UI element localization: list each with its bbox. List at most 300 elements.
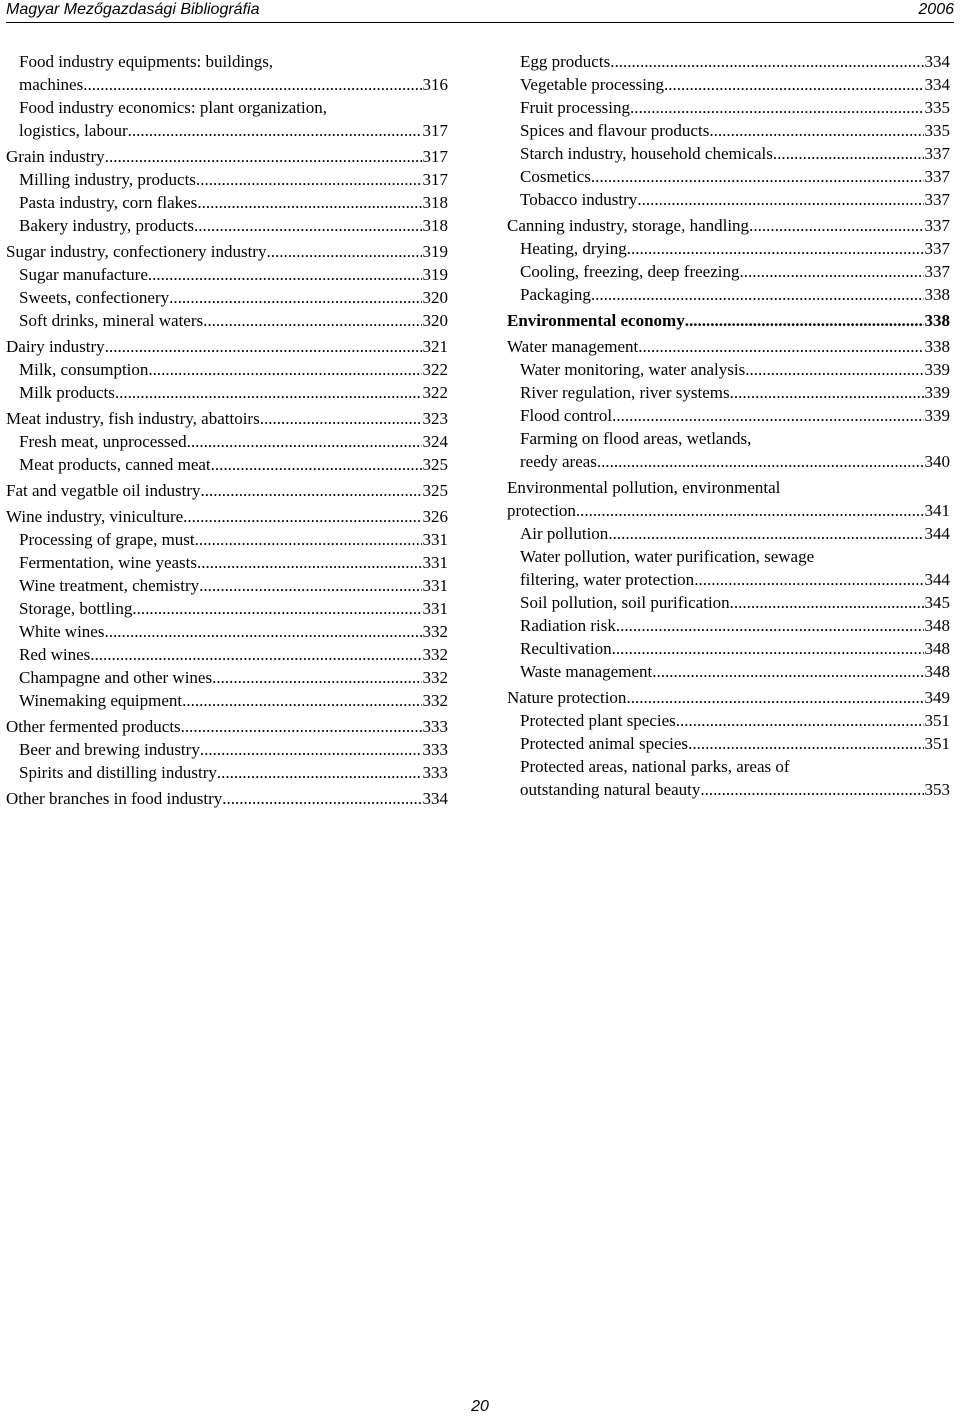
toc-page-number: 321 — [422, 337, 448, 356]
toc-entry-row — [19, 191, 448, 214]
toc-entry-row — [520, 119, 950, 142]
dot-leader — [652, 660, 923, 683]
toc-entry-row — [19, 73, 448, 96]
dot-leader — [183, 505, 421, 528]
toc-entry-row — [19, 738, 448, 761]
toc-page-number: 317 — [422, 121, 448, 140]
toc-entry — [507, 660, 950, 683]
toc-page-number: 331 — [422, 530, 448, 549]
dot-leader — [169, 286, 421, 309]
toc-entry — [6, 574, 448, 597]
toc-entry-title: Beer and brewing industry — [19, 740, 200, 759]
dot-leader — [260, 407, 422, 430]
toc-entry-title: Spices and flavour products — [520, 121, 710, 140]
dot-leader — [612, 404, 923, 427]
toc-page-number: 353 — [924, 780, 950, 799]
toc-entry-title: River regulation, river systems — [520, 383, 730, 402]
toc-page-number: 331 — [422, 553, 448, 572]
dot-leader — [749, 214, 923, 237]
toc-entry-title: Starch industry, household chemicals — [520, 144, 773, 163]
toc-entry-title: Sweets, confectionery — [19, 288, 170, 307]
toc-entry-row — [19, 358, 448, 381]
toc-entry — [507, 335, 950, 358]
toc-page-number: 337 — [924, 167, 950, 186]
toc-entry-title: Water management — [507, 337, 639, 356]
dot-leader — [676, 709, 924, 732]
toc-entry-row — [520, 381, 950, 404]
toc-page-number: 332 — [422, 622, 448, 641]
dot-leader — [187, 430, 422, 453]
toc-entry-row — [19, 263, 448, 286]
dot-leader — [591, 283, 924, 306]
toc-entry-row — [19, 689, 448, 712]
dot-leader — [105, 335, 422, 358]
toc-entry-title: Pasta industry, corn flakes — [19, 193, 198, 212]
toc-page-number: 340 — [924, 452, 950, 471]
toc-page-number: 334 — [422, 789, 448, 808]
toc-entry — [507, 73, 950, 96]
toc-entry-title: Waste management — [520, 662, 653, 681]
toc-entry — [6, 309, 448, 332]
toc-entry-row — [520, 709, 950, 732]
toc-entry — [507, 614, 950, 637]
toc-entry — [507, 686, 950, 709]
toc-page-number: 332 — [422, 645, 448, 664]
toc-entry-row — [19, 381, 448, 404]
dot-leader — [201, 479, 422, 502]
toc-entry — [507, 165, 950, 188]
toc-entry — [507, 309, 950, 332]
toc-page-number: 351 — [924, 734, 950, 753]
toc-page-number: 335 — [924, 98, 950, 117]
toc-page-number: 324 — [422, 432, 448, 451]
toc-entry — [6, 145, 448, 168]
toc-page-number: 344 — [924, 524, 950, 543]
toc-entry-row — [507, 309, 950, 332]
toc-entry-title: Radiation risk — [520, 616, 616, 635]
dot-leader — [87, 73, 421, 96]
toc-entry-row — [520, 188, 950, 211]
toc-entry-row — [19, 666, 448, 689]
toc-entry-title: Other branches in food industry — [6, 789, 223, 808]
toc-page-number: 331 — [422, 576, 448, 595]
toc-entry-title: Packaging — [520, 285, 591, 304]
toc-entry-row — [19, 551, 448, 574]
toc-page-number: 338 — [924, 285, 950, 304]
dot-leader — [266, 240, 421, 263]
toc-entry — [6, 505, 448, 528]
toc-page-number: 337 — [924, 216, 950, 235]
toc-page-number: 348 — [924, 662, 950, 681]
toc-entry-row — [520, 522, 950, 545]
toc-entry-line: Protected areas, national parks, areas of — [520, 757, 790, 776]
toc-entry-title: Grain industry — [6, 147, 105, 166]
toc-page-number: 338 — [924, 311, 950, 330]
toc-entry-title: Storage, bottling — [19, 599, 133, 618]
dot-leader — [709, 119, 923, 142]
toc-entry-title: Protected plant species — [520, 711, 676, 730]
dot-leader — [730, 381, 924, 404]
toc-entry — [6, 96, 448, 142]
toc-page-number: 322 — [422, 360, 448, 379]
toc-page-number: 333 — [422, 717, 448, 736]
toc-page-number: 337 — [924, 262, 950, 281]
toc-entry-title: Tobacco industry — [520, 190, 638, 209]
toc-entry-title: Wine treatment, chemistry — [19, 576, 200, 595]
header-title: Magyar Mezőgazdasági Bibliográfia — [6, 1, 260, 18]
toc-entry — [6, 738, 448, 761]
toc-entry — [507, 50, 950, 73]
toc-entry — [6, 430, 448, 453]
toc-page-number: 325 — [422, 481, 448, 500]
toc-entry-title: Recultivation — [520, 639, 612, 658]
dot-leader — [745, 358, 923, 381]
toc-entry-title: Cosmetics — [520, 167, 591, 186]
dot-leader — [181, 715, 422, 738]
toc-entry — [6, 240, 448, 263]
toc-entry-row — [19, 528, 448, 551]
toc-entry-title: Dairy industry — [6, 337, 105, 356]
toc-entry — [6, 286, 448, 309]
toc-entry-row — [520, 591, 950, 614]
toc-page-number: 319 — [422, 265, 448, 284]
toc-page-number: 316 — [422, 75, 448, 94]
toc-page-number: 320 — [422, 288, 448, 307]
toc-entry-title: Milling industry, products — [19, 170, 196, 189]
toc-entry-row — [6, 479, 448, 502]
toc-entry-line: Water pollution, water purification, sewage — [520, 547, 815, 566]
toc-entry — [6, 715, 448, 738]
dot-leader — [203, 309, 421, 332]
toc-page-number: 337 — [924, 239, 950, 258]
toc-entry-row — [520, 358, 950, 381]
dot-leader — [730, 591, 924, 614]
dot-leader — [627, 237, 924, 260]
dot-leader — [610, 50, 923, 73]
toc-entry — [507, 637, 950, 660]
toc-entry-title: Sugar manufacture — [19, 265, 148, 284]
toc-entry-row — [520, 568, 950, 591]
dot-leader — [128, 119, 422, 142]
toc-entry — [6, 168, 448, 191]
dot-leader — [685, 309, 924, 332]
toc-page-number: 332 — [422, 668, 448, 687]
toc-page-number: 348 — [924, 639, 950, 658]
toc-entry-title: Water monitoring, water analysis — [520, 360, 746, 379]
toc-entry-title: machines. — [19, 75, 88, 94]
toc-entry — [507, 732, 950, 755]
toc-entry — [6, 620, 448, 643]
toc-entry — [507, 427, 950, 473]
dot-leader — [740, 260, 924, 283]
toc-entry — [6, 453, 448, 476]
toc-entry-row — [19, 574, 448, 597]
toc-entry-row — [520, 96, 950, 119]
toc-page-number: 339 — [924, 360, 950, 379]
toc-entry-row — [19, 214, 448, 237]
toc-page-number: 339 — [924, 383, 950, 402]
toc-entry-title: Processing of grape, must — [19, 530, 195, 549]
toc-page-number: 319 — [422, 242, 448, 261]
toc-entry — [6, 643, 448, 666]
toc-entry-title: logistics, labour — [19, 121, 128, 140]
toc-entry — [6, 381, 448, 404]
toc-entry — [6, 597, 448, 620]
toc-entry — [6, 689, 448, 712]
dot-leader — [688, 732, 923, 755]
toc-entry-title: Nature protection — [507, 688, 627, 707]
toc-entry — [6, 551, 448, 574]
toc-entry-title: Fresh meat, unprocessed — [19, 432, 187, 451]
toc-page-number: 349 — [924, 688, 950, 707]
toc-entry — [6, 666, 448, 689]
toc-column-left — [6, 50, 448, 810]
toc-entry-title: Environmental economy — [507, 311, 685, 330]
toc-entry-row — [520, 260, 950, 283]
toc-page-number: 337 — [924, 144, 950, 163]
toc-entry-row — [520, 614, 950, 637]
toc-entry-title: Heating, drying — [520, 239, 627, 258]
toc-entry-title: Sugar industry, confectionery industry — [6, 242, 267, 261]
toc-entry-title: Protected animal species — [520, 734, 689, 753]
dot-leader — [576, 499, 924, 522]
toc-page-number: 323 — [422, 409, 448, 428]
toc-entry — [507, 755, 950, 801]
dot-leader — [638, 335, 923, 358]
toc-page-number: 334 — [924, 52, 950, 71]
toc-entry-row — [520, 637, 950, 660]
toc-entry-title: Flood control — [520, 406, 613, 425]
toc-entry-row — [520, 778, 950, 801]
toc-entry — [6, 263, 448, 286]
toc-entry — [6, 50, 448, 96]
toc-entry — [507, 237, 950, 260]
toc-entry — [6, 335, 448, 358]
toc-entry-row — [19, 286, 448, 309]
dot-leader — [616, 614, 924, 637]
dot-leader — [612, 637, 924, 660]
toc-entry-row — [520, 237, 950, 260]
toc-page-number: 338 — [924, 337, 950, 356]
toc-entry — [507, 214, 950, 237]
toc-entry-title: Milk products — [19, 383, 115, 402]
toc-entry-row — [520, 450, 950, 473]
toc-entry-title: Winemaking equipment — [19, 691, 183, 710]
toc-entry-row — [6, 145, 448, 168]
toc-entry-row — [507, 686, 950, 709]
toc-column-right — [507, 50, 950, 801]
toc-page-number: 344 — [924, 570, 950, 589]
toc-entry-title: White wines — [19, 622, 105, 641]
toc-entry — [507, 142, 950, 165]
toc-entry — [507, 381, 950, 404]
toc-entry-row — [19, 643, 448, 666]
dot-leader — [148, 263, 422, 286]
toc-page-number: 318 — [422, 216, 448, 235]
toc-page-number: 318 — [422, 193, 448, 212]
dot-leader — [200, 738, 422, 761]
dot-leader — [104, 620, 421, 643]
dot-leader — [105, 145, 422, 168]
toc-page-number: 333 — [422, 763, 448, 782]
toc-entry-row — [520, 73, 950, 96]
running-header — [6, 0, 954, 23]
toc-entry-row — [19, 453, 448, 476]
toc-entry-row — [19, 620, 448, 643]
toc-entry-title: Soft drinks, mineral waters — [19, 311, 204, 330]
dot-leader — [217, 761, 422, 784]
dot-leader — [90, 643, 421, 666]
toc-entry — [507, 709, 950, 732]
toc-page-number: 334 — [924, 75, 950, 94]
toc-entry-title: Fruit processing — [520, 98, 631, 117]
toc-page-number: 332 — [422, 691, 448, 710]
toc-page-number: 345 — [924, 593, 950, 612]
dot-leader — [211, 453, 422, 476]
toc-entry-row — [6, 787, 448, 810]
toc-entry-title: protection — [507, 501, 576, 520]
toc-entry-title: Champagne and other wines — [19, 668, 213, 687]
dot-leader — [195, 528, 422, 551]
toc-entry-row — [520, 165, 950, 188]
toc-entry-line: Food industry economics: plant organization, — [19, 98, 328, 117]
toc-entry — [6, 528, 448, 551]
toc-entry — [6, 787, 448, 810]
toc-page-number: 331 — [422, 599, 448, 618]
dot-leader — [626, 686, 923, 709]
toc-page-number: 317 — [422, 147, 448, 166]
toc-entry-row — [520, 660, 950, 683]
toc-entry-title: reedy areas. — [520, 452, 602, 471]
toc-entry-title: Other fermented products — [6, 717, 181, 736]
toc-entry — [6, 761, 448, 784]
dot-leader — [773, 142, 924, 165]
toc-entry — [507, 591, 950, 614]
page-number: 20 — [471, 1398, 489, 1415]
toc-page-number: 339 — [924, 406, 950, 425]
toc-page-number: 325 — [422, 455, 448, 474]
toc-entry — [6, 407, 448, 430]
toc-entry-row — [19, 430, 448, 453]
toc-entry-line: Farming on flood areas, wetlands, — [520, 429, 752, 448]
header-year: 2006 — [918, 1, 954, 18]
toc-entry-row — [6, 407, 448, 430]
dot-leader — [182, 689, 421, 712]
toc-entry — [507, 476, 950, 522]
dot-leader — [212, 666, 421, 689]
toc-entry — [6, 191, 448, 214]
dot-leader — [222, 787, 421, 810]
toc-entry-row — [19, 761, 448, 784]
toc-entry-row — [6, 335, 448, 358]
toc-entry-line: Food industry equipments: buildings, — [19, 52, 274, 71]
toc-entry — [507, 358, 950, 381]
toc-entry-title: Vegetable processing — [520, 75, 664, 94]
toc-entry — [507, 522, 950, 545]
toc-entry-title: Soil pollution, soil purification — [520, 593, 730, 612]
toc-entry — [6, 479, 448, 502]
toc-entry-row — [520, 283, 950, 306]
toc-entry-title: Milk, consumption — [19, 360, 149, 379]
toc-page-number: 351 — [924, 711, 950, 730]
toc-entry — [6, 214, 448, 237]
toc-entry — [507, 96, 950, 119]
dot-leader — [630, 96, 923, 119]
toc-entry-row — [6, 505, 448, 528]
toc-entry-row — [19, 168, 448, 191]
dot-leader — [194, 214, 421, 237]
toc-page-number: 322 — [422, 383, 448, 402]
toc-entry — [507, 260, 950, 283]
toc-page-number: 348 — [924, 616, 950, 635]
toc-entry-title: Canning industry, storage, handling — [507, 216, 750, 235]
toc-entry-title: Fat and vegatble oil industry — [6, 481, 201, 500]
toc-entry-row — [19, 309, 448, 332]
toc-page-number: 320 — [422, 311, 448, 330]
toc-entry-row — [6, 240, 448, 263]
toc-entry — [507, 404, 950, 427]
toc-entry-title: Egg products — [520, 52, 611, 71]
toc-entry-row — [507, 335, 950, 358]
toc-entry-title: filtering, water protection — [520, 570, 695, 589]
dot-leader — [591, 165, 924, 188]
dot-leader — [196, 168, 422, 191]
toc-entry-title: Cooling, freezing, deep freezing — [520, 262, 740, 281]
dot-leader — [115, 381, 422, 404]
toc-entry-row — [507, 214, 950, 237]
toc-entry-title: Bakery industry, products — [19, 216, 195, 235]
toc-entry — [507, 188, 950, 211]
toc-entry-row — [507, 499, 950, 522]
toc-page-number: 341 — [924, 501, 950, 520]
toc-entry-row — [520, 404, 950, 427]
toc-page-number: 335 — [924, 121, 950, 140]
toc-entry-title: Air pollution — [520, 524, 609, 543]
toc-entry-row — [19, 119, 448, 142]
toc-entry-row — [6, 715, 448, 738]
dot-leader — [199, 574, 421, 597]
toc-entry-row — [19, 597, 448, 620]
toc-entry-row — [520, 732, 950, 755]
toc-entry-row — [520, 50, 950, 73]
toc-entry-title: Meat industry, fish industry, abattoirs — [6, 409, 260, 428]
toc-page-number: 317 — [422, 170, 448, 189]
toc-entry-title: Meat products, canned meat — [19, 455, 211, 474]
toc-entry-title: Spirits and distilling industry — [19, 763, 217, 782]
toc-page-number: 333 — [422, 740, 448, 759]
dot-leader — [700, 778, 923, 801]
toc-entry — [507, 283, 950, 306]
toc-entry — [507, 119, 950, 142]
toc-page-number: 337 — [924, 190, 950, 209]
toc-entry — [507, 545, 950, 591]
dot-leader — [694, 568, 923, 591]
dot-leader — [601, 450, 923, 473]
toc-entry-title: Red wines — [19, 645, 91, 664]
toc-page-number: 326 — [422, 507, 448, 526]
dot-leader — [132, 597, 421, 620]
dot-leader — [608, 522, 923, 545]
dot-leader — [664, 73, 924, 96]
toc-entry-title: Fermentation, wine yeasts — [19, 553, 197, 572]
toc-entry-title: Wine industry, viniculture — [6, 507, 184, 526]
dot-leader — [148, 358, 421, 381]
dot-leader — [197, 191, 421, 214]
toc-entry — [6, 358, 448, 381]
dot-leader — [197, 551, 422, 574]
toc-entry-row — [520, 142, 950, 165]
dot-leader — [637, 188, 923, 211]
